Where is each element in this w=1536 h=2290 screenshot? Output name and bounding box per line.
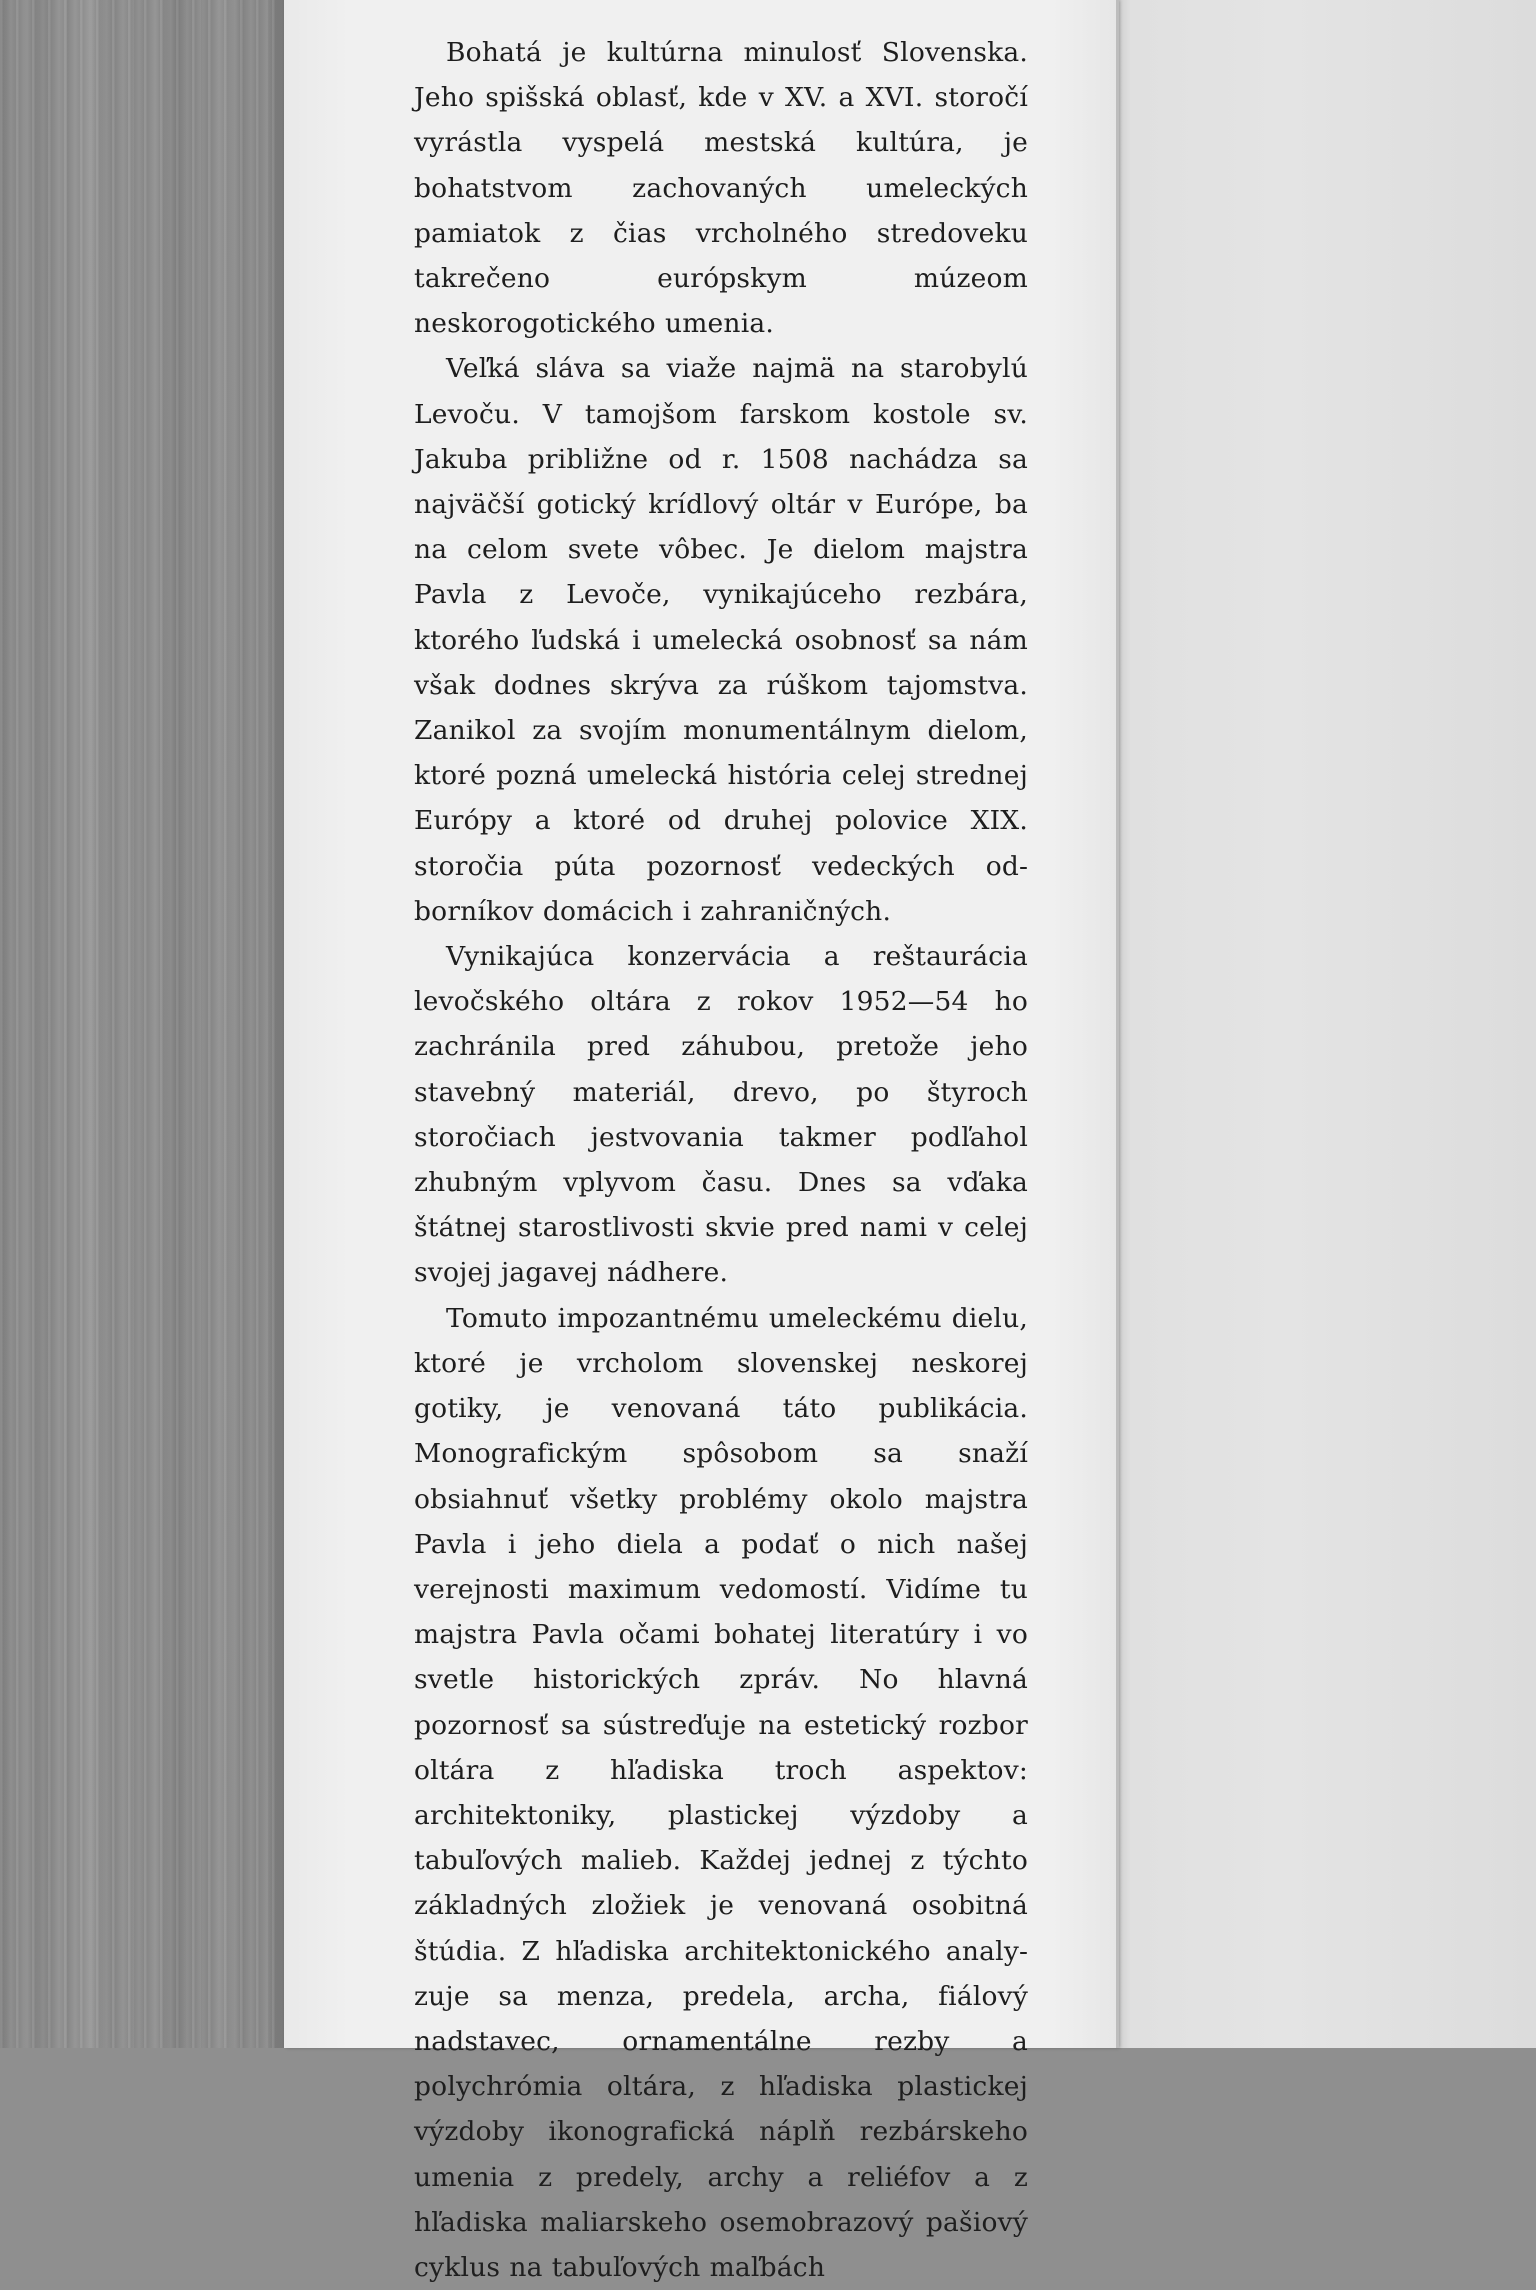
page-edge [1116, 0, 1119, 2048]
paragraph-3: Vynikajúca konzervácia a reštaurácia levočského oltára z rokov 1952—54 ho zachránila pred záhubou, pretože jeho stavebný materiál, drevo, po štyroch storočiach jestvovania takmer podľahol zhubným vplyvom času. Dnes sa vďaka štátnej starostlivosti skvie pred nami v celej svojej jagavej nádhere. [414, 941, 1028, 1289]
paragraph-1: Bohatá je kultúrna minulosť Slovenska. Jeho spišská oblasť, kde v XV. a XVI. storočí vyrástla vyspelá mestská kultúra, je bohatstvom zachovaných umeleckých pamiatok z čias vrcholného stredoveku takrečeno európskym múzeom neskorogotického umenia. [414, 37, 1028, 340]
text-column [414, 30, 1028, 2290]
back-book-cover [1118, 0, 1536, 2048]
paragraph-4: Tomuto impozantnému umeleckému dielu, ktoré je vrcholom slovenskej neskorej gotiky, je venovaná táto publikácia. Monografickým spôsobom sa snaží obsiahnuť všetky problémy okolo majstra Pavla i jeho diela a podať o nich našej verejnosti maximum vedomostí. Vidíme tu majstra Pavla očami bohatej literatúry i vo svetle historických zpráv. No hlavná pozornosť sa sústreďuje na estetický rozbor oltára z hľadiska troch aspektov: architektoniky, plastickej výzdoby a tabuľových malieb. Každej jednej z týchto základných zložiek je venovaná osobitná štúdia. Z hľadiska architektonického analyzuje sa menza, predela, archa, fiálový nadstavec, ornamentálne rezby a polychrómia oltára, z hľadiska plastickej výzdoby ikonografická náplň rezbárskeho umenia z predely, archy a reliéfov a z hľadiska maliarskeho osemobrazový pašiový cyklus na tabuľových maľbách [414, 1302, 1028, 2283]
wooden-table-surface [0, 0, 290, 2048]
paragraph-2: Veľká sláva sa viaže najmä na starobylú Levoču. V tamojšom farskom kostole sv. Jakuba približne od r. 1508 nachádza sa najväčší gotický krídlový oltár v Európe, ba na celom svete vôbec. Je dielom majstra Pavla z Levoče, vynikajúceho rezbára, ktorého ľudská i umelecká osobnosť sa nám však dodnes skrýva za rúškom tajomstva. Zanikol za svojím monumentálnym dielom, ktoré pozná umelecká história celej strednej Európy a ktoré od druhej polovice XIX. storočia púta pozornosť vedeckých odborníkov domácich i zahraničných. [414, 353, 1028, 927]
